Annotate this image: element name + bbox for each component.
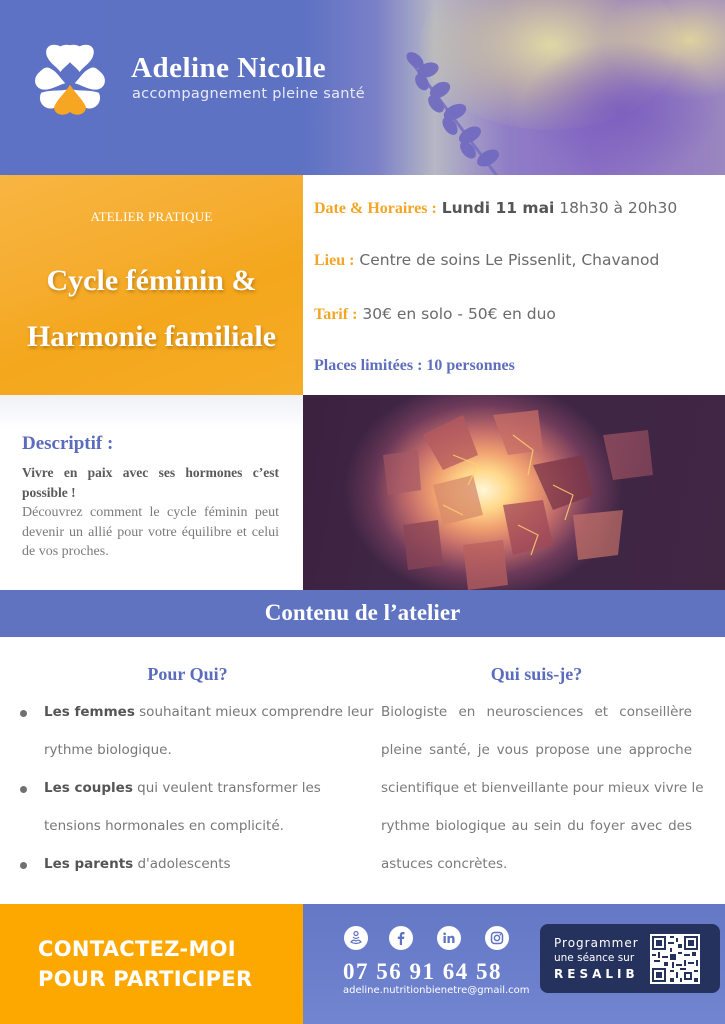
location-label: Lieu : [314, 252, 355, 269]
event-info-panel [303, 175, 725, 395]
bullet-icon [20, 862, 27, 869]
contact-cta[interactable] [0, 904, 303, 1024]
header-banner [0, 0, 725, 175]
price-row [314, 305, 556, 324]
brand-name: Adeline Nicolle [131, 52, 327, 84]
instagram-icon [490, 931, 504, 945]
bio-line: scientifique et bienveillante pour mieux vivre le [381, 780, 704, 796]
event-kicker: ATELIER PRATIQUE [90, 209, 213, 224]
price-value: 30€ en solo - 50€ en duo [362, 305, 556, 323]
location-value: Centre de soins Le Pissenlit, Chavanod [359, 251, 660, 269]
bio-line: astuces concrètes. [381, 856, 508, 872]
section-band [0, 590, 725, 637]
list-item-line-2: tensions hormonales en complicité. [44, 818, 284, 834]
places-row [314, 356, 515, 375]
header-purple-haze [520, 40, 720, 175]
description-body: Découvrez comment le cycle féminin peut devenir un allié pour votre équilibre et celui de vos proches. [22, 505, 279, 559]
brand-tagline: accompagnement pleine santé [132, 86, 365, 102]
list-item-line-2: rythme biologique. [44, 742, 172, 758]
qr-code-icon[interactable] [650, 934, 700, 984]
price-label: Tarif : [314, 306, 358, 323]
resalib-line-1: Programmer [554, 936, 639, 950]
event-title [0, 253, 303, 365]
resalib-brand: RESALIB [554, 967, 639, 981]
bullet-icon [20, 786, 27, 793]
bio-line: pleine santé, je vous propose une approche [381, 742, 692, 758]
bio-line: rythme biologique au sein du foyer avec des [381, 818, 692, 834]
facebook-link[interactable] [389, 926, 413, 950]
phone-number[interactable]: 07 56 91 64 58 [343, 959, 502, 984]
resalib-booking-card[interactable] [540, 924, 720, 993]
date-row [314, 199, 677, 218]
instagram-link[interactable] [485, 926, 509, 950]
linkedin-icon [442, 931, 456, 945]
list-item-line-1: Les parents d'adolescents [44, 856, 231, 872]
description-heading: Descriptif : [22, 433, 114, 454]
flower-logo-icon [30, 40, 110, 120]
list-item-line-1: Les couples qui veulent transformer les [44, 780, 321, 796]
list-item-line-1: Les femmes souhaitant mieux comprendre leur [44, 704, 374, 720]
lavender-sprig-icon [400, 40, 520, 175]
qui-suis-je-heading: Qui suis-je? [490, 664, 583, 684]
cta-line-2: POUR PARTICIPER [38, 967, 253, 991]
crystal-shading [303, 395, 725, 590]
section-heading: Contenu de l’atelier [264, 600, 461, 625]
date-day: Lundi 11 mai [441, 199, 555, 217]
contact-panel [303, 904, 725, 1024]
meditation-link[interactable] [344, 926, 368, 950]
resalib-line-2: une séance sur [554, 952, 635, 964]
date-hours: 18h30 à 20h30 [559, 199, 678, 217]
pour-qui-heading: Pour Qui? [147, 664, 228, 684]
location-row [314, 251, 659, 270]
linkedin-link[interactable] [437, 926, 461, 950]
description-lead: Vivre en paix avec ses hormones c’est possible ! [22, 465, 279, 500]
title-panel [0, 175, 303, 395]
description-panel [0, 395, 303, 590]
places-limited: Places limitées : 10 personnes [314, 357, 515, 374]
email-address[interactable]: adeline.nutritionbienetre@gmail.com [343, 985, 530, 996]
bio-line: Biologiste en neurosciences et conseillère [381, 704, 692, 720]
bullet-icon [20, 710, 27, 717]
date-label: Date & Horaires : [314, 200, 437, 217]
event-title-line-1: Cycle féminin & [46, 264, 257, 297]
crystal-burst-image [303, 395, 725, 590]
facebook-icon [394, 931, 408, 945]
meditation-icon [348, 930, 364, 946]
cta-text [38, 934, 253, 994]
event-title-line-2: Harmonie familiale [26, 320, 277, 353]
cta-line-1: CONTACTEZ-MOI [38, 937, 236, 961]
